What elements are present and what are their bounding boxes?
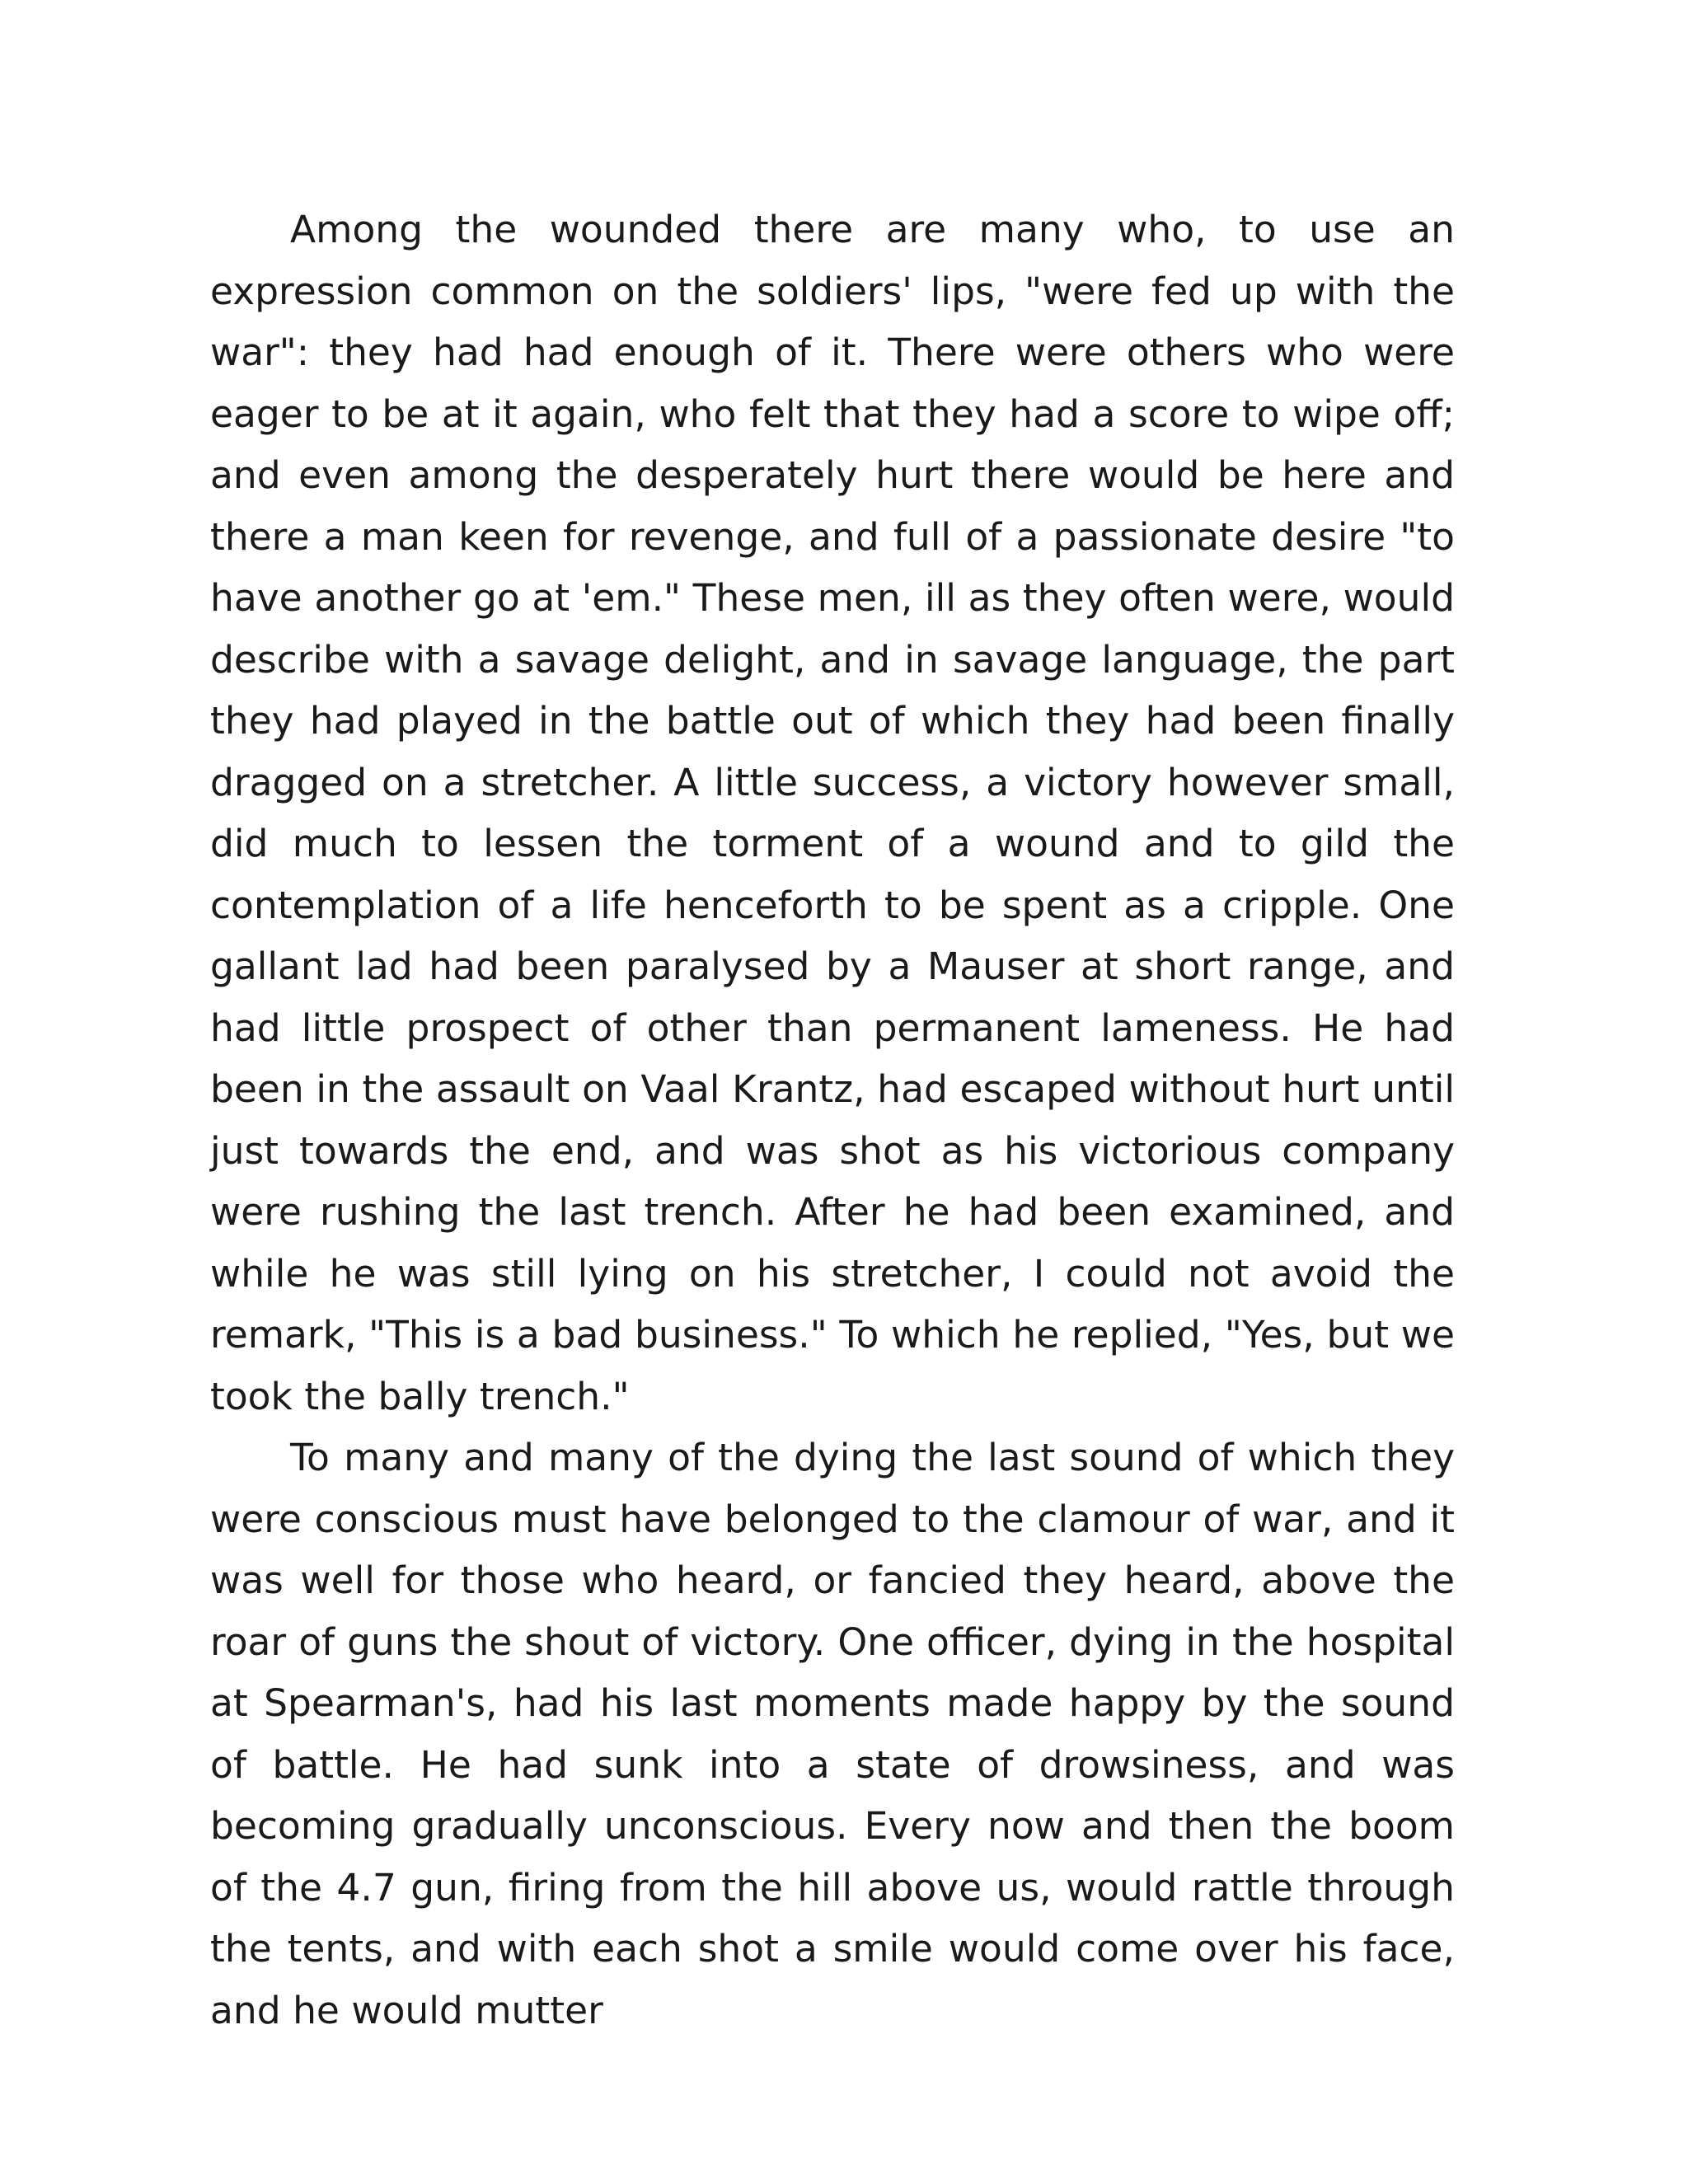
body-text — [210, 199, 1455, 2041]
paragraph-dying: To many and many of the dying the last sound of which they were conscious must have belonged to the clamour of war, and it was well for those who heard, or fancied they heard, above the roar of guns the shout of victory. One officer, dying in the hospital at Spearman's, had his last moments made happy by the sound of battle. He had sunk into a state of drowsiness, and was becoming gradually unconscious. Every now and then the boom of the 4.7 gun, firing from the hill above us, would rattle through the tents, and with each shot a smile would come over his face, and he would mutter — [210, 1436, 1455, 2032]
paragraph-wounded: Among the wounded there are many who, to use an expression common on the soldiers' lips, "were fed up with the war": they had had enough of it. There were others who were eager to be at it again, who felt that they had a score to wipe off; and even among the desperately hurt there would be here and there a man keen for revenge, and full of a passionate desire "to have another go at 'em." These men, ill as they often were, would describe with a savage delight, and in savage language, the part they had played in the battle out of which they had been finally dragged on a stretcher. A little success, a victory however small, did much to lessen the torment of a wound and to gild the contemplation of a life henceforth to be spent as a cripple. One gallant lad had been paralysed by a Mauser at short range, and had little prospect of other than permanent lameness. He had been in the assault on Vaal Krantz, had escaped without hurt until just towards the end, and was shot as his victorious company were rushing the last trench. After he had been examined, and while he was still lying on his stretcher, I could not avoid the remark, "This is a bad business." To which he replied, "Yes, but we took the bally trench." — [210, 208, 1455, 1418]
